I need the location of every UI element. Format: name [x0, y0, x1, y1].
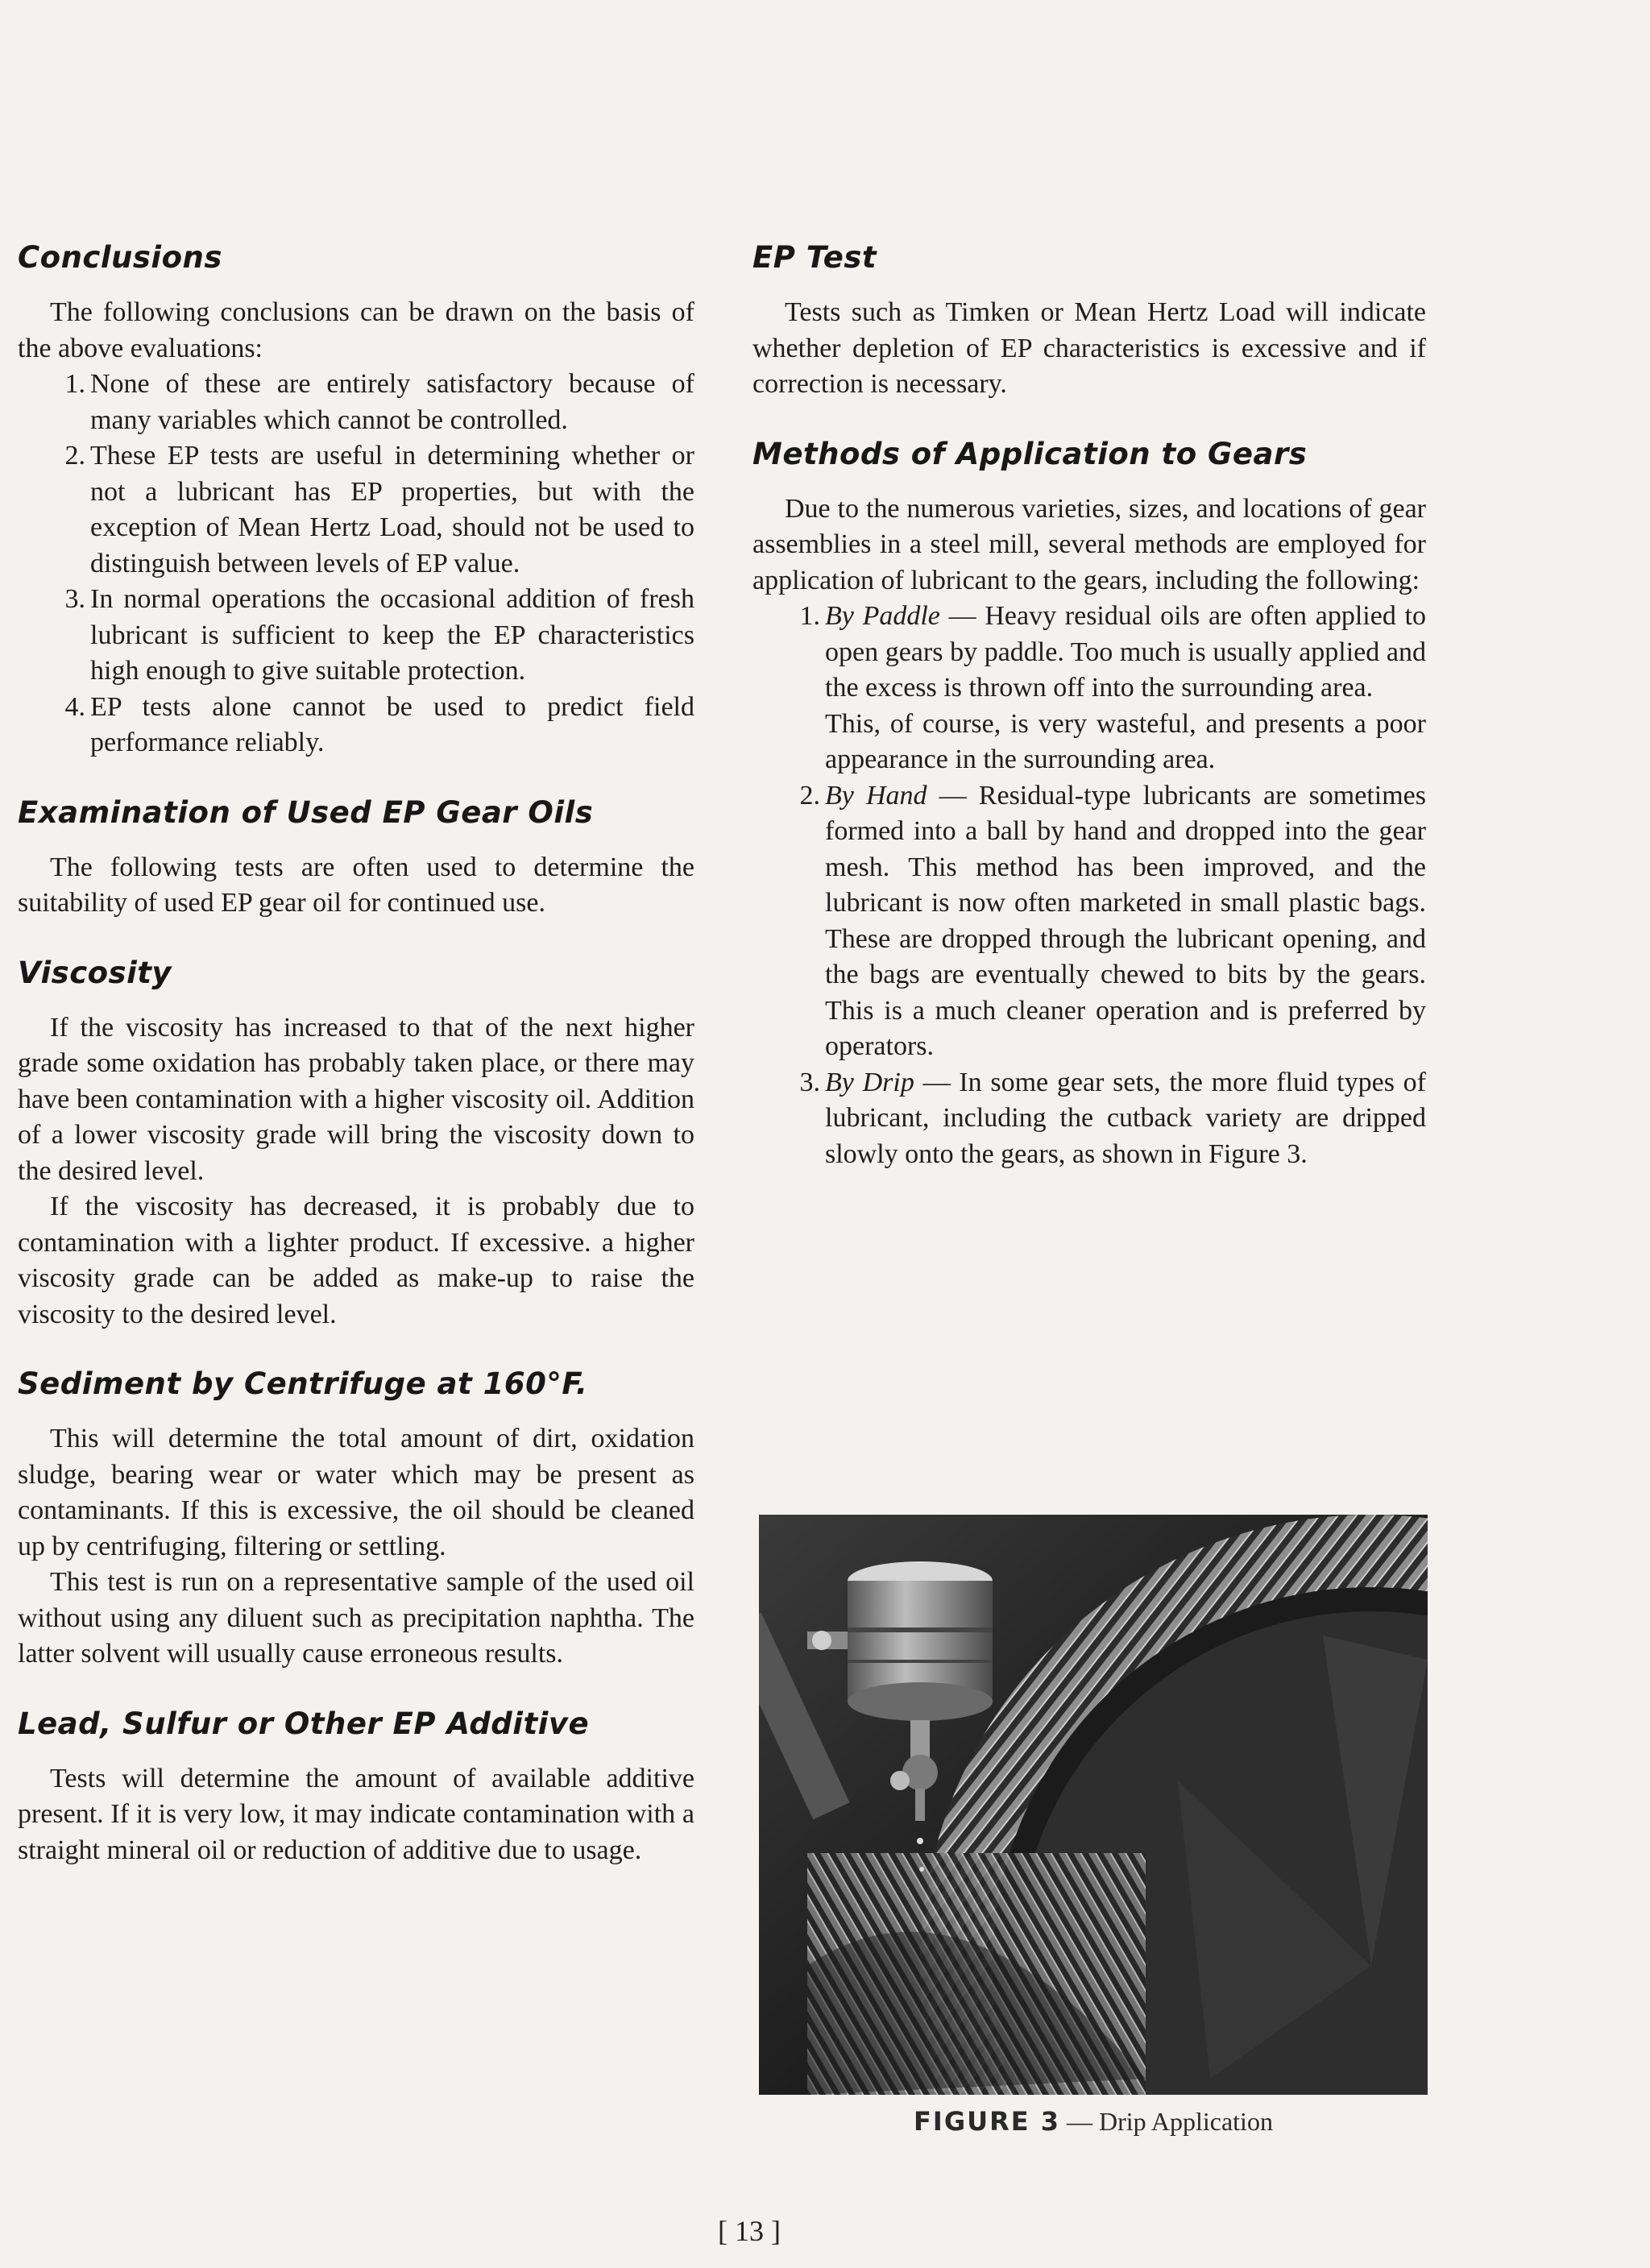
viscosity-paragraph-2: If the viscosity has decreased, it is probably due to contamination with a lighter product. If excessive. a higher viscosity grade can be added as make-up to raise the viscosity to the desired level.	[18, 1192, 694, 1329]
list-number: 4.	[64, 691, 85, 722]
left-column	[18, 238, 694, 1901]
additive-text: Tests will determine the amount of available additive present. If it is very low, it may indicate contamination with a straight mineral oil or reduction of additive due to usage.	[18, 1763, 694, 1865]
right-column	[752, 238, 1426, 1204]
viscosity-paragraph-1: If the viscosity has increased to that of the next higher grade some oxidation has probably taken place, or there may have been contamination with a higher viscosity oil. Addition of a lower viscosity grade will bring the viscosity down to the desired level.	[18, 1012, 694, 1186]
sediment-paragraph-2: This test is run on a representative sample of the used oil without using any diluent such as precipitation naphtha. The latter solvent will usually cause erroneous results.	[18, 1567, 694, 1669]
methods-heading: Methods of Application to Gears	[752, 436, 1308, 471]
figure-label: FIGURE 3	[914, 2106, 1060, 2137]
list-number: 3.	[799, 1067, 820, 1097]
gear-photo	[759, 1515, 1428, 2095]
additive-section	[18, 1705, 694, 1869]
list-text: Residual-type lubricants are sometimes formed into a ball by hand and dropped into the gear mesh. This method has been improved, and the lubricant is now often marketed in small plastic bags. These are dropped through the lubricant opening, and the bags are eventually chewed to bits by the gears. This is a much cleaner operation and is preferred by operators.	[825, 780, 1427, 1061]
list-text: None of these are entirely satisfactory because of many variables which cannot be controlled.	[90, 369, 694, 435]
list-item: 2. By Hand — Residual-type lubricants are sometimes formed into a ball by hand and dropped into the gear mesh. This method has been improved, and the lubricant is now often marketed in small plastic bags. These are dropped through the lubricant opening, and the bags are eventually chewed to bits by the gears. This is a much cleaner operation and is preferred by operators.	[752, 778, 1426, 1065]
list-item	[18, 367, 694, 438]
list-number: 2.	[799, 780, 820, 811]
conclusions-section	[18, 238, 694, 761]
viscosity-heading: Viscosity	[18, 955, 172, 990]
list-number: 3.	[64, 584, 85, 614]
list-item: 3. By Drip — In some gear sets, the more fluid types of lubricant, including the cutback variety are dripped slowly onto the gears, as shown in Figure 3.	[752, 1065, 1426, 1173]
methods-intro: Due to the numerous varieties, sizes, and locations of gear assemblies in a steel mill, several methods are employed for application of lubricant to the gears, including the following:	[752, 493, 1426, 595]
sediment-heading: Sediment by Centrifuge at 160°F.	[18, 1366, 588, 1401]
list-number: 2.	[64, 441, 85, 471]
list-number: 1.	[799, 601, 820, 631]
ep-test-heading: EP Test	[752, 240, 877, 275]
page-number: [ 13 ]	[718, 2215, 781, 2247]
list-text: In normal operations the occasional addition of fresh lubricant is sufficient to keep the EP characteristics high enough to give suitable protection.	[90, 584, 694, 686]
examination-section	[18, 794, 694, 922]
method-title: By Hand	[825, 780, 927, 811]
methods-section	[752, 435, 1426, 1173]
sediment-section	[18, 1365, 694, 1673]
figure-drip-application	[759, 1515, 1428, 2137]
list-text-continued: This, of course, is very wasteful, and presents a poor appearance in the surrounding area.	[825, 708, 1426, 774]
sediment-paragraph-1: This will determine the total amount of dirt, oxidation sludge, bearing wear or water which may be present as contaminants. If this is excessive, the oil should be cleaned up by centrifuging, filtering or settling.	[18, 1424, 694, 1561]
list-text: Heavy residual oils are often applied to open gears by paddle. Too much is usually applied and the excess is thrown off into the surrounding area.	[825, 601, 1427, 703]
ep-test-section	[752, 238, 1426, 403]
methods-list	[752, 599, 1426, 1172]
list-text: These EP tests are useful in determining whether or not a lubricant has EP properties, but with the exception of Mean Hertz Load, should not be used to distinguish between levels of EP value.	[90, 441, 694, 578]
list-number: 1.	[64, 369, 85, 399]
list-item	[18, 690, 694, 761]
additive-heading: Lead, Sulfur or Other EP Additive	[18, 1706, 590, 1741]
ep-test-text: Tests such as Timken or Mean Hertz Load will indicate whether depletion of EP characteristics is excessive and if correction is necessary.	[752, 297, 1426, 399]
conclusions-list	[18, 367, 694, 761]
list-item	[18, 582, 694, 690]
conclusions-intro: The following conclusions can be drawn on the basis of the above evaluations:	[18, 297, 694, 363]
figure-caption	[759, 2106, 1428, 2137]
viscosity-section	[18, 954, 694, 1333]
examination-text: The following tests are often used to determine the suitability of used EP gear oil for continued use.	[18, 852, 694, 918]
conclusions-heading: Conclusions	[18, 240, 222, 275]
list-item: 1. By Paddle — Heavy residual oils are often applied to open gears by paddle. Too much is usually applied and the excess is thrown off into the surrounding area. This, of course, is very wasteful, and presents a poor appearance in the surrounding area.	[752, 599, 1426, 778]
examination-heading: Examination of Used EP Gear Oils	[18, 794, 594, 830]
figure-caption-text: — Drip Application	[1066, 2107, 1273, 2136]
method-title: By Drip	[825, 1067, 914, 1097]
list-item	[18, 438, 694, 582]
list-text: EP tests alone cannot be used to predict field performance reliably.	[90, 691, 694, 757]
list-text: In some gear sets, the more fluid types of lubricant, including the cutback variety are dripped slowly onto the gears, as shown in Figure 3.	[825, 1067, 1427, 1169]
method-title: By Paddle	[825, 601, 940, 631]
